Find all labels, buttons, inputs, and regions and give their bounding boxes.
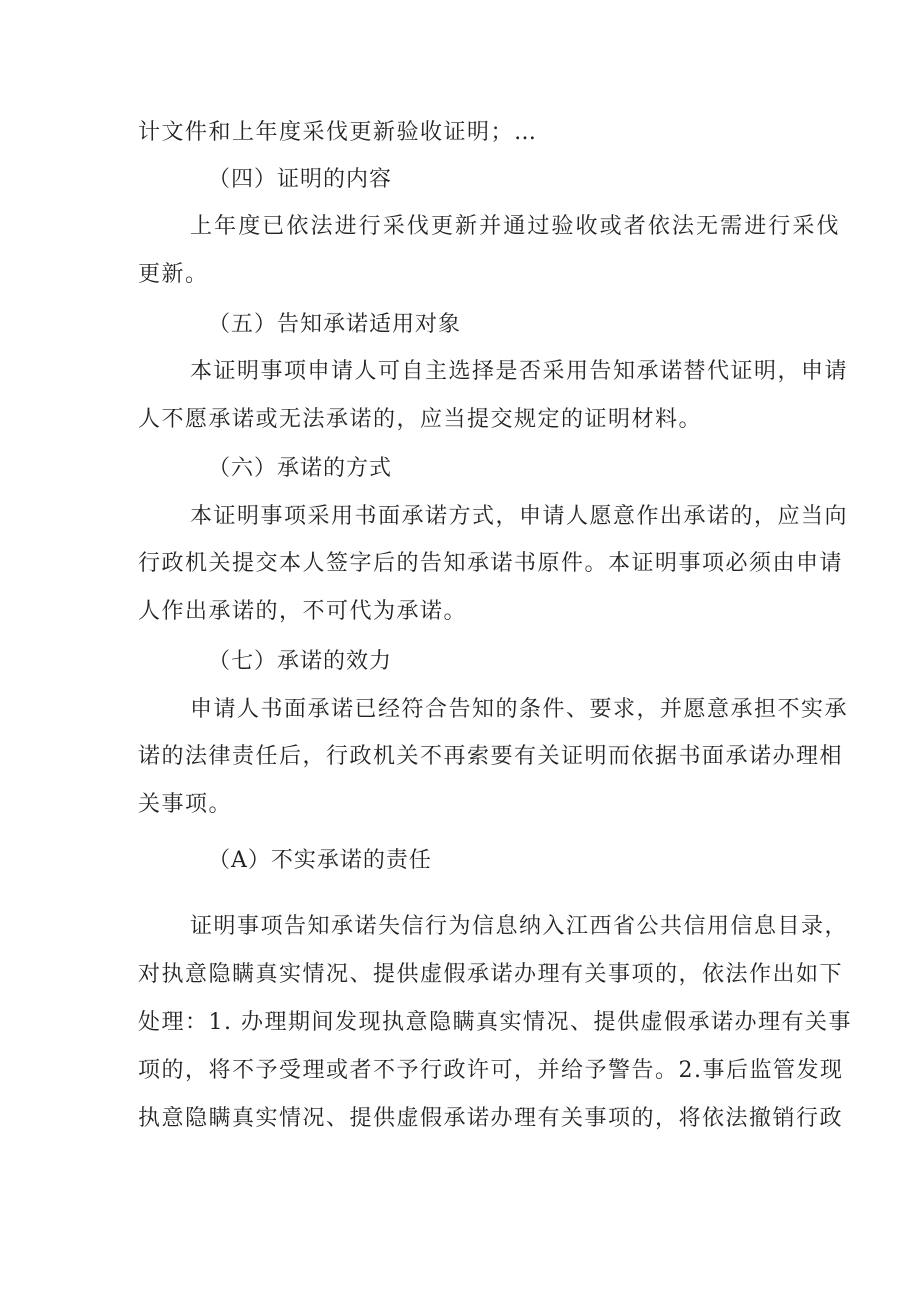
section-heading-5: （五）告知承诺适用对象: [208, 312, 462, 337]
paragraph-line: 更新。: [138, 262, 209, 287]
paragraph-line: 本证明事项申请人可自主选择是否采用告知承诺替代证明，申请: [190, 359, 849, 384]
section-heading-7: （七）承诺的效力: [208, 649, 393, 674]
paragraph-line: 证明事项告知承诺失信行为信息纳入江西省公共信用信息目录，: [190, 914, 849, 939]
section-heading-6: （六）承诺的方式: [208, 456, 393, 481]
paragraph-line: 执意隐瞒真实情况、提供虚假承诺办理有关事项的，将依法撤销行政: [138, 1106, 844, 1131]
paragraph-line: 对执意隐瞒真实情况、提供虚假承诺办理有关事项的，依法作出如下: [138, 962, 844, 987]
paragraph-line: 本证明事项采用书面承诺方式，申请人愿意作出承诺的，应当向: [190, 504, 849, 529]
section-heading-8: （A）不实承诺的责任: [208, 848, 432, 873]
paragraph-line: 人不愿承诺或无法承诺的，应当提交规定的证明材料。: [138, 407, 703, 432]
paragraph-line: 项的，将不予受理或者不予行政许可，并给予警告。2.事后监管发现: [138, 1058, 844, 1083]
paragraph-line: 行政机关提交本人签字后的告知承诺书原件。本证明事项必须由申请: [138, 551, 844, 576]
paragraph-line: 计文件和上年度采伐更新验收证明；…: [138, 120, 538, 145]
section-heading-4: （四）证明的内容: [208, 167, 393, 192]
paragraph-line: 关事项。: [138, 792, 233, 817]
paragraph-line: 人作出承诺的，不可代为承诺。: [138, 599, 468, 624]
paragraph-line: 上年度已依法进行采伐更新并通过验收或者依法无需进行采伐: [190, 214, 840, 239]
paragraph-line: 申请人书面承诺已经符合告知的条件、要求，并愿意承担不实承: [190, 697, 849, 722]
paragraph-line: 诺的法律责任后，行政机关不再索要有关证明而依据书面承诺办理相: [138, 744, 844, 769]
paragraph-line: 处理：1. 办理期间发现执意隐瞒真实情况、提供虚假承诺办理有关事: [138, 1010, 852, 1035]
